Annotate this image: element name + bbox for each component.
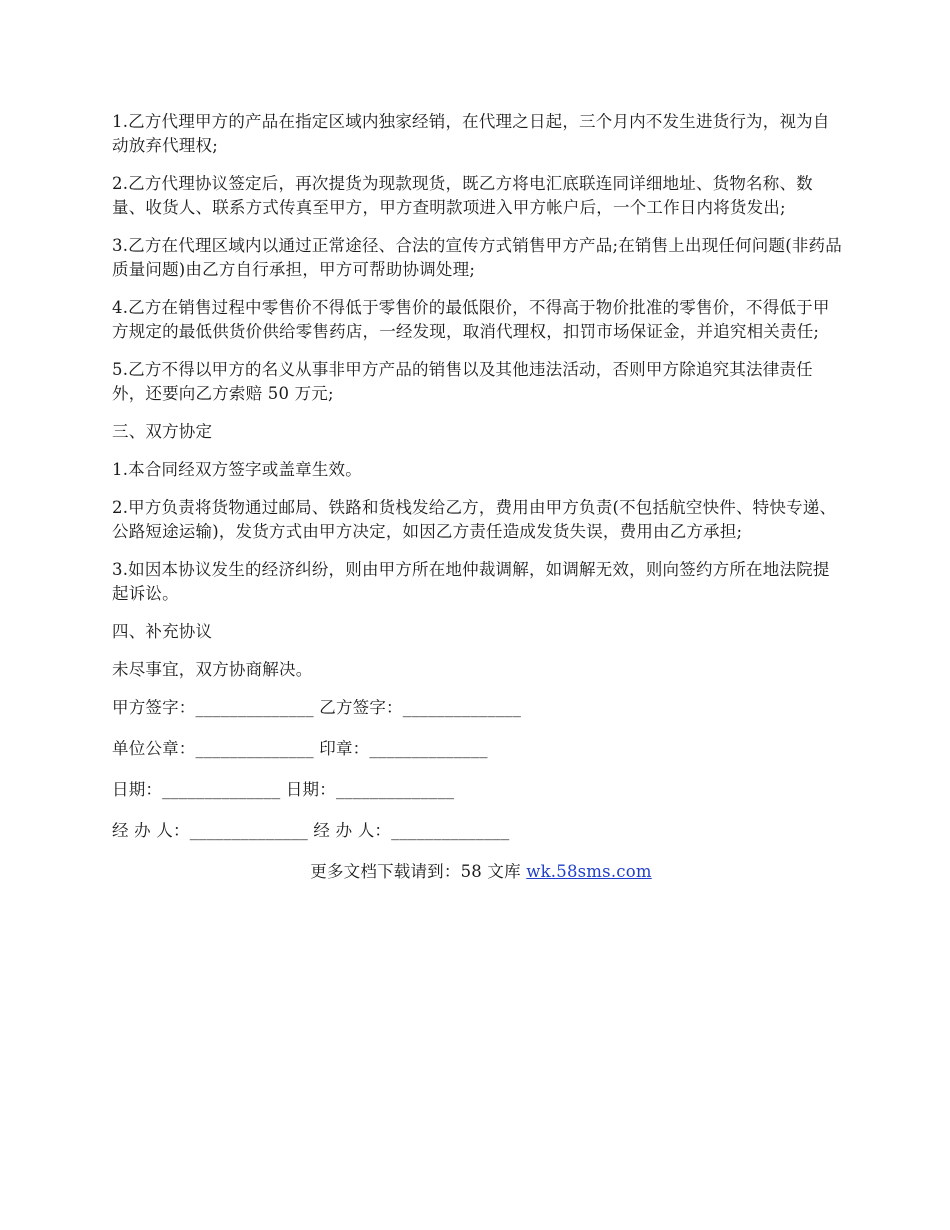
footer-link[interactable]: wk.58sms.com [526, 862, 652, 881]
section-4-text: 未尽事宜，双方协商解决。 [112, 660, 313, 679]
clause-3: 3.乙方在代理区域内以通过正常途径、合法的宣传方式销售甲方产品;在销售上出现任何问题(非药品质量问题)由乙方自行承担，甲方可帮助协调处理; [112, 236, 842, 279]
signature-line-handler: 经 办 人：______________ 经 办 人：______________ [112, 821, 510, 840]
clause-1: 1.乙方代理甲方的产品在指定区域内独家经销，在代理之日起，三个月内不发生进货行为，视为自动放弃代理权; [112, 112, 830, 155]
section-3-item-2: 2.甲方负责将货物通过邮局、铁路和货栈发给乙方，费用由甲方负责(不包括航空快件、特快专递、公路短途运输)，发货方式由甲方决定，如因乙方责任造成发货失误，费用由乙方承担; [112, 498, 837, 541]
footer-text: 更多文档下载请到：58 文库 [310, 862, 527, 881]
signature-line-signers: 甲方签字：______________ 乙方签字：______________ [112, 698, 522, 717]
document-page [112, 110, 842, 898]
clause-2: 2.乙方代理协议签定后，再次提货为现款现货，既乙方将电汇底联连同详细地址、货物名称、数量、收货人、联系方式传真至甲方，甲方查明款项进入甲方帐户后，一个工作日内将货发出; [112, 174, 813, 217]
section-3-item-3: 3.如因本协议发生的经济纠纷，则由甲方所在地仲裁调解，如调解无效，则向签约方所在地法院提起诉讼。 [112, 560, 830, 603]
section-3-item-1: 1.本合同经双方签字或盖章生效。 [112, 460, 362, 479]
signature-line-seal: 单位公章：______________ 印章：______________ [112, 739, 488, 758]
clause-4: 4.乙方在销售过程中零售价不得低于零售价的最低限价，不得高于物价批准的零售价，不得低于甲方规定的最低供货价供给零售药店，一经发现，取消代理权，扣罚市场保证金，并追究相关责任; [112, 298, 830, 341]
section-3-heading: 三、双方协定 [112, 422, 213, 441]
signature-line-date: 日期：______________ 日期：______________ [112, 780, 455, 799]
footer-download-note [112, 860, 842, 884]
section-4-heading: 四、补充协议 [112, 622, 213, 641]
clause-5: 5.乙方不得以甲方的名义从事非甲方产品的销售以及其他违法活动，否则甲方除追究其法律责任外，还要向乙方索赔 50 万元; [112, 360, 813, 403]
